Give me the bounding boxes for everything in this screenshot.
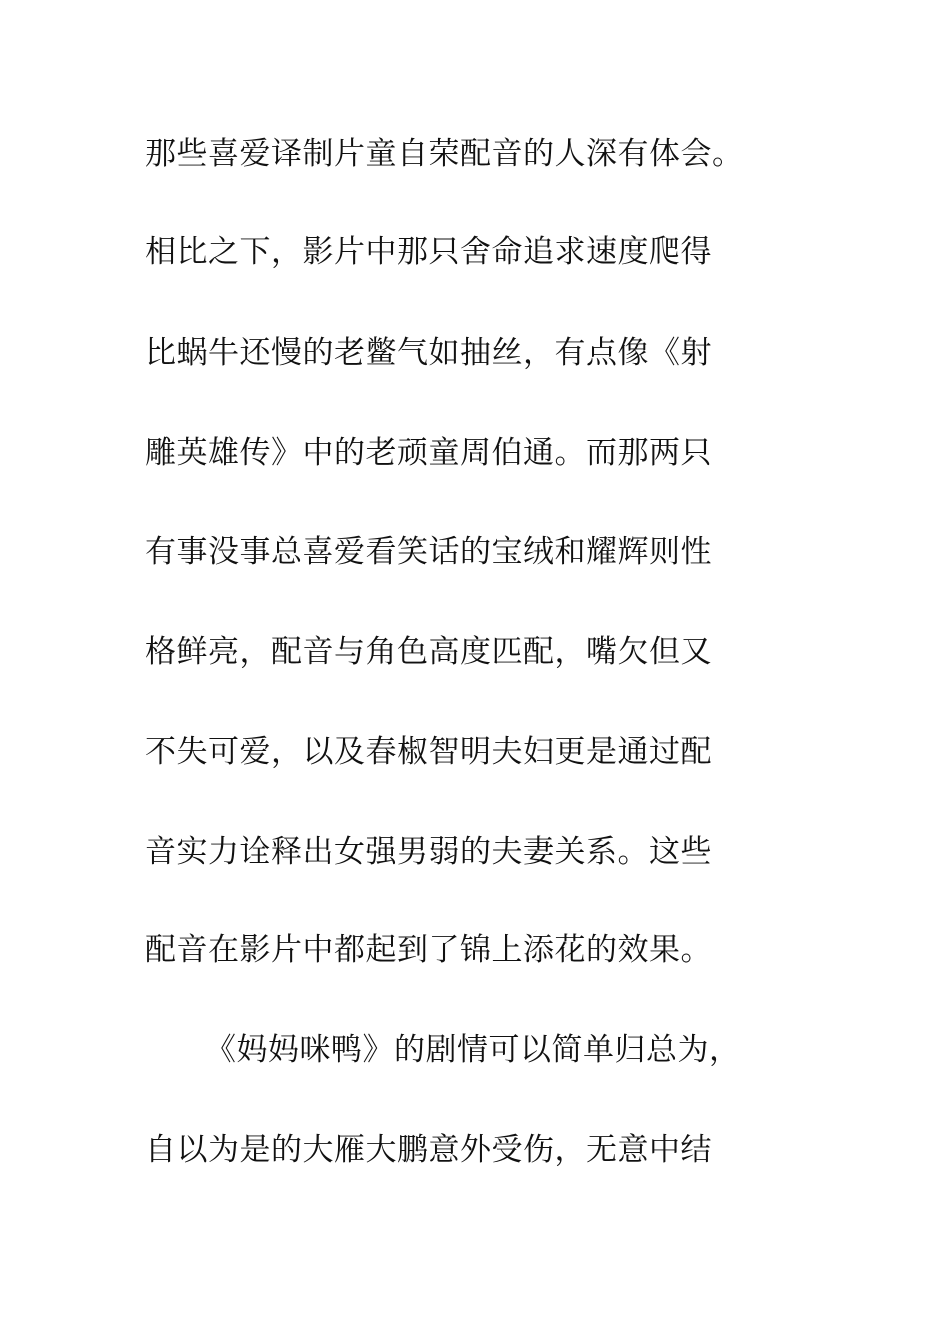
text-line: 不失可爱，以及春椒智明夫妇更是通过配 xyxy=(145,734,712,770)
text-line: 比蜗牛还慢的老鳖气如抽丝，有点像《射 xyxy=(145,335,712,371)
text-line: 有事没事总喜爱看笑话的宝绒和耀辉则性 xyxy=(145,534,712,570)
text-line: 配音在影片中都起到了锦上添花的效果。 xyxy=(145,932,712,968)
text-line: 格鲜亮，配音与角色高度匹配，嘴欠但又 xyxy=(145,634,712,670)
text-line: 那些喜爱译制片童自荣配音的人深有体会。 xyxy=(145,136,744,172)
text-line: 雕英雄传》中的老顽童周伯通。而那两只 xyxy=(145,435,712,471)
text-line: 音实力诠释出女强男弱的夫妻关系。这些 xyxy=(145,834,712,870)
text-line: 自以为是的大雁大鹏意外受伤，无意中结 xyxy=(145,1132,712,1168)
paragraph-first-line: 《妈妈咪鸭》的剧情可以简单归总为， xyxy=(205,1032,741,1068)
text-line: 相比之下，影片中那只舍命追求速度爬得 xyxy=(145,234,712,270)
